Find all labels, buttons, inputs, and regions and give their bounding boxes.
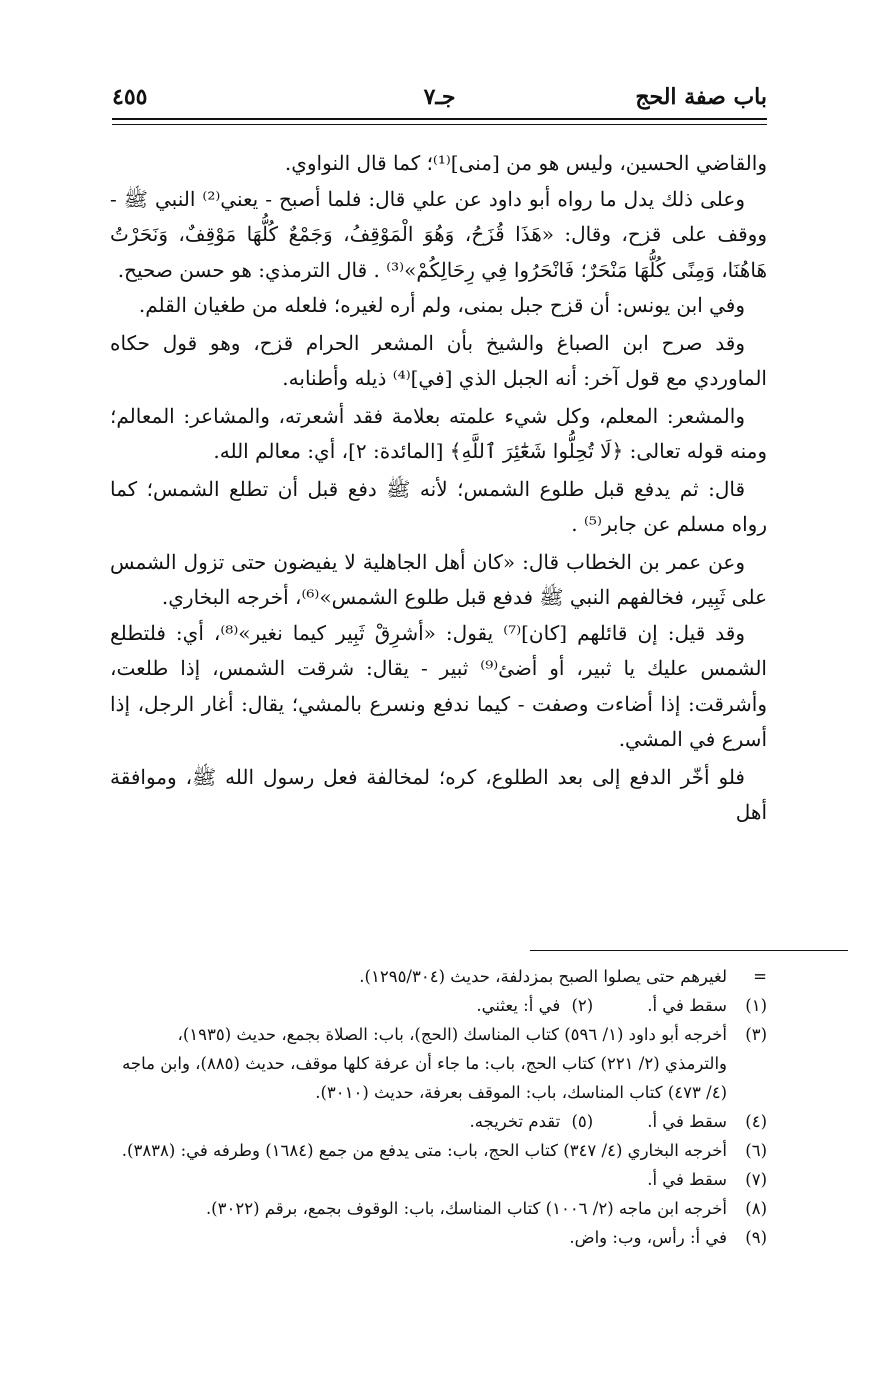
header-rule-thick: [112, 118, 767, 120]
paragraph: قال: ثم يدفع قبل طلوع الشمس؛ لأنه ﷺ دفع قبل أن تطلع الشمس؛ كما رواه مسلم عن جابر⁽⁵⁾ .: [110, 476, 767, 536]
header-rule-thin: [112, 124, 767, 125]
paragraph: وعلى ذلك يدل ما رواه أبو داود عن علي قال: فلما أصبح - يعني⁽²⁾ النبي ﷺ - ووقف على قزح، وقال: «هَذَا قُزَحُ، وَهُوَ الْمَوْقِفُ، وَجَمْعٌ كُلُّهَا مَوْقِفٌ، وَنَحَرْتُ هَاهُنَا، وَمِنًى كُلُّهَا مَنْحَرٌ؛ فَانْحَرُوا فِي رِحَالِكُمْ»⁽³⁾ . قال الترمذي: هو حسن صحيح.: [110, 186, 767, 282]
paragraph: والمشعر: المعلم، وكل شيء علمته بعلامة فقد أشعرته، والمشاعر: المعالم؛ ومنه قوله تعالى: ﴿لَا تُحِلُّوا شَعَٰٓئِرَ ٱللَّهِ﴾ [المائدة: ٢]، أي: معالم الله.: [110, 403, 767, 463]
footnote-6: (٦) أخرجه البخاري (٤/ ٣٤٧) كتاب الحج، باب: متى يدفع من جمع (١٦٨٤) وطرفه في: (٣٨٣٨).: [121, 1141, 767, 1160]
page-number: ٤٥٥: [112, 84, 148, 110]
running-header: [112, 80, 767, 114]
main-text: [110, 146, 767, 831]
chapter-title: باب صفة الحج: [635, 84, 767, 110]
footnote-continuation: = لغيرهم حتى يصلوا الصبح بمزدلفة، حديث (١٢٩٥/٣٠٤).: [359, 967, 767, 986]
paragraph: وقد صرح ابن الصباغ والشيخ بأن المشعر الحرام قزح، وهو قول حكاه الماوردي مع قول آخر: أنه الجبل الذي [في]⁽⁴⁾ ذيله وأطنابه.: [110, 330, 767, 390]
footnote-7: (٧) سقط في أ.: [647, 1170, 767, 1189]
footnote-1-2: (١) سقط في أ.(٢) في أ: يعثني.: [476, 996, 767, 1015]
paragraph: وقد قيل: إن قائلهم [كان]⁽⁷⁾ يقول: «أشرِقْ ثَبِير كيما نغير»⁽⁸⁾، أي: فلتطلع الشمس عليك يا ثبير، أو أضئ⁽⁹⁾ ثبير - يقال: شرقت الشمس، إذا طلعت، وأشرقت: إذا أضاءت وصفت - كيما ندفع ونسرع بالمشي؛ يقال: أغار الرجل، إذا أسرع في المشي.: [110, 620, 767, 751]
volume-label: جـ٧: [423, 84, 456, 110]
paragraph: والقاضي الحسين، وليس هو من [منى]⁽¹⁾؛ كما قال النواوي.: [284, 151, 767, 175]
footnotes: [112, 962, 767, 1252]
paragraph: فلو أخّر الدفع إلى بعد الطلوع، كره؛ لمخالفة فعل رسول الله ﷺ، وموافقة أهل: [110, 764, 767, 824]
footnote-9: (٩) في أ: رأس، وب: واض.: [569, 1228, 767, 1247]
footnote-4-5: (٤) سقط في أ.(٥) تقدم تخريجه.: [469, 1112, 767, 1131]
paragraph: وفي ابن يونس: أن قزح جبل بمنى، ولم أره لغيره؛ فلعله من طغيان القلم.: [138, 293, 745, 317]
paragraph: وعن عمر بن الخطاب قال: «كان أهل الجاهلية لا يفيضون حتى تزول الشمس على ثَبِير، فخالفهم النبي ﷺ فدفع قبل طلوع الشمس»⁽⁶⁾، أخرجه البخاري.: [110, 549, 767, 609]
footnote-8: (٨) أخرجه ابن ماجه (٢/ ١٠٠٦) كتاب المناسك، باب: الوقوف بجمع، برقم (٣٠٢٢).: [205, 1199, 767, 1218]
footnote-separator: [530, 950, 848, 951]
footnote-3: (٣) أخرجه أبو داود (١/ ٥٩٦) كتاب المناسك (الحج)، باب: الصلاة بجمع، حديث (١٩٣٥)، والترمذي (٢/ ٢٢١) كتاب الحج، باب: ما جاء أن عرفة كلها موقف، حديث (٨٨٥)، وابن ماجه (٤/ ٤٧٣) كتاب المناسك، باب: الموقف بعرفة، حديث (٣٠١٠).: [122, 1025, 767, 1102]
